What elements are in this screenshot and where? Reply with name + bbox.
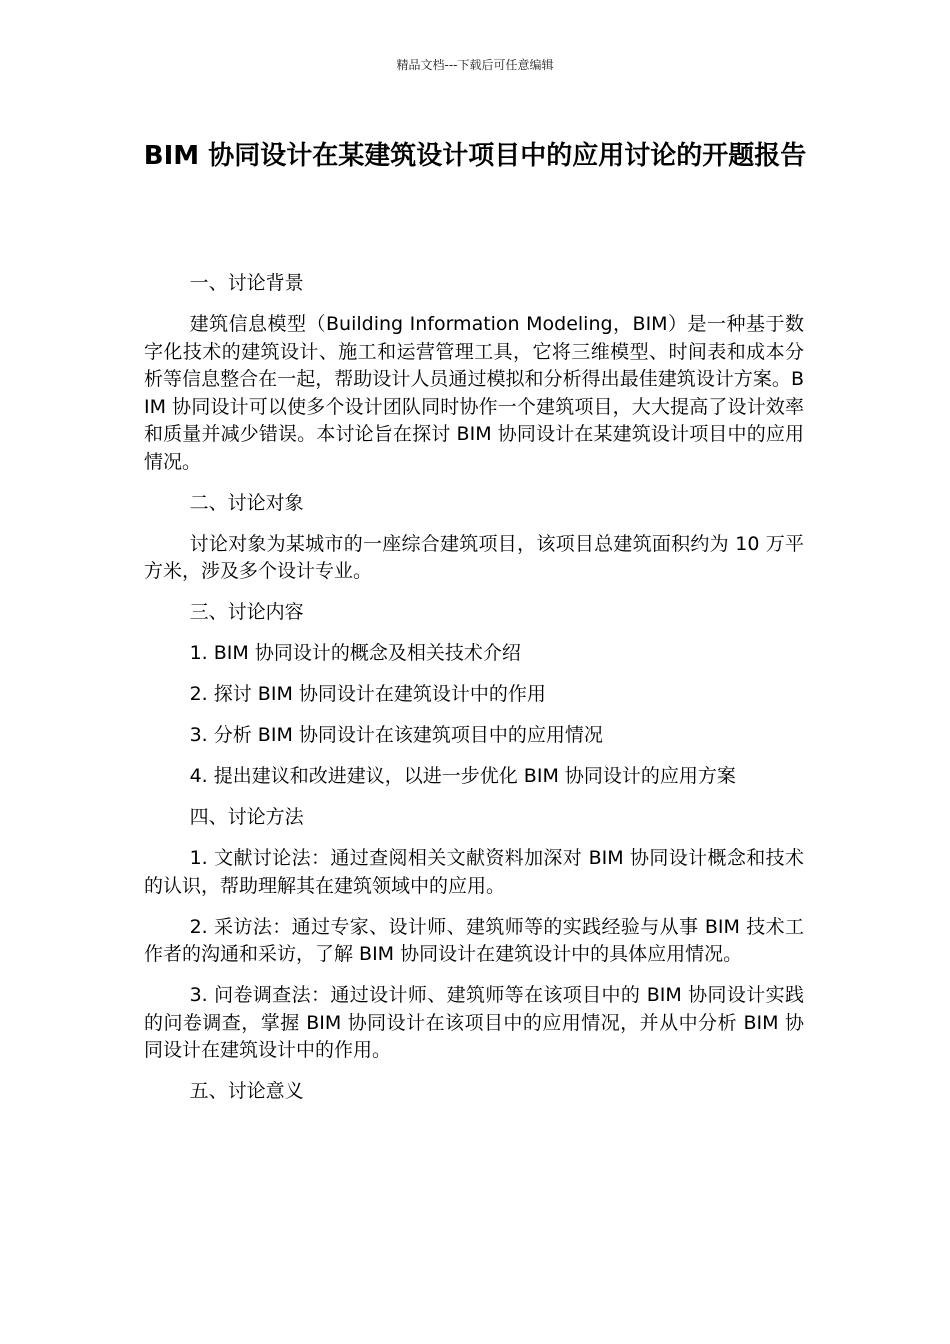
method-item: 3. 问卷调查法：通过设计师、建筑师等在该项目中的 BIM 协同设计实践的问卷调查，掌握 BIM 协同设计在该项目中的应用情况，并从中分析 BIM 协同设计在建筑设计中的作用。 <box>144 984 804 1061</box>
method-item: 1. 文献讨论法：通过查阅相关文献资料加深对 BIM 协同设计概念和技术的认识，帮助理解其在建筑领域中的应用。 <box>144 847 804 897</box>
section-heading-background: 一、讨论背景 <box>189 272 304 294</box>
content-item: 3. 分析 BIM 协同设计在该建筑项目中的应用情况 <box>189 724 603 746</box>
content-item: 4. 提出建议和改进建议，以进一步优化 BIM 协同设计的应用方案 <box>189 765 736 787</box>
object-paragraph: 讨论对象为某城市的一座综合建筑项目，该项目总建筑面积约为 10 万平方米，涉及多个设计专业。 <box>144 532 804 582</box>
section-heading-content: 三、讨论内容 <box>189 601 304 623</box>
header-note: 精品文档---下载后可任意编辑 <box>396 58 554 72</box>
section-heading-object: 二、讨论对象 <box>189 491 304 514</box>
document-body <box>144 270 804 1119</box>
content-item: 2. 探讨 BIM 协同设计在建筑设计中的作用 <box>189 683 546 705</box>
section-heading-method: 四、讨论方法 <box>189 806 304 828</box>
background-paragraph: 建筑信息模型（Building Information Modeling，BIM）是一种基于数字化技术的建筑设计、施工和运营管理工具，它将三维模型、时间表和成本分析等信息整合在一起，帮助设计人员通过模拟和分析得出最佳建筑设计方案。BIM 协同设计可以使多个设计团队同时协作一个建筑项目，大大提高了设计效率和质量并减少错误。本讨论旨在探讨 BIM 协同设计在某建筑设计项目中的应用情况。 <box>144 313 804 473</box>
section-heading-significance: 五、讨论意义 <box>189 1080 304 1102</box>
method-item: 2. 采访法：通过专家、设计师、建筑师等的实践经验与从事 BIM 技术工作者的沟通和采访，了解 BIM 协同设计在建筑设计中的具体应用情况。 <box>144 915 804 965</box>
document-title: BIM 协同设计在某建筑设计项目中的应用讨论的开题报告 <box>143 141 807 171</box>
content-item: 1. BIM 协同设计的概念及相关技术介绍 <box>189 642 521 664</box>
